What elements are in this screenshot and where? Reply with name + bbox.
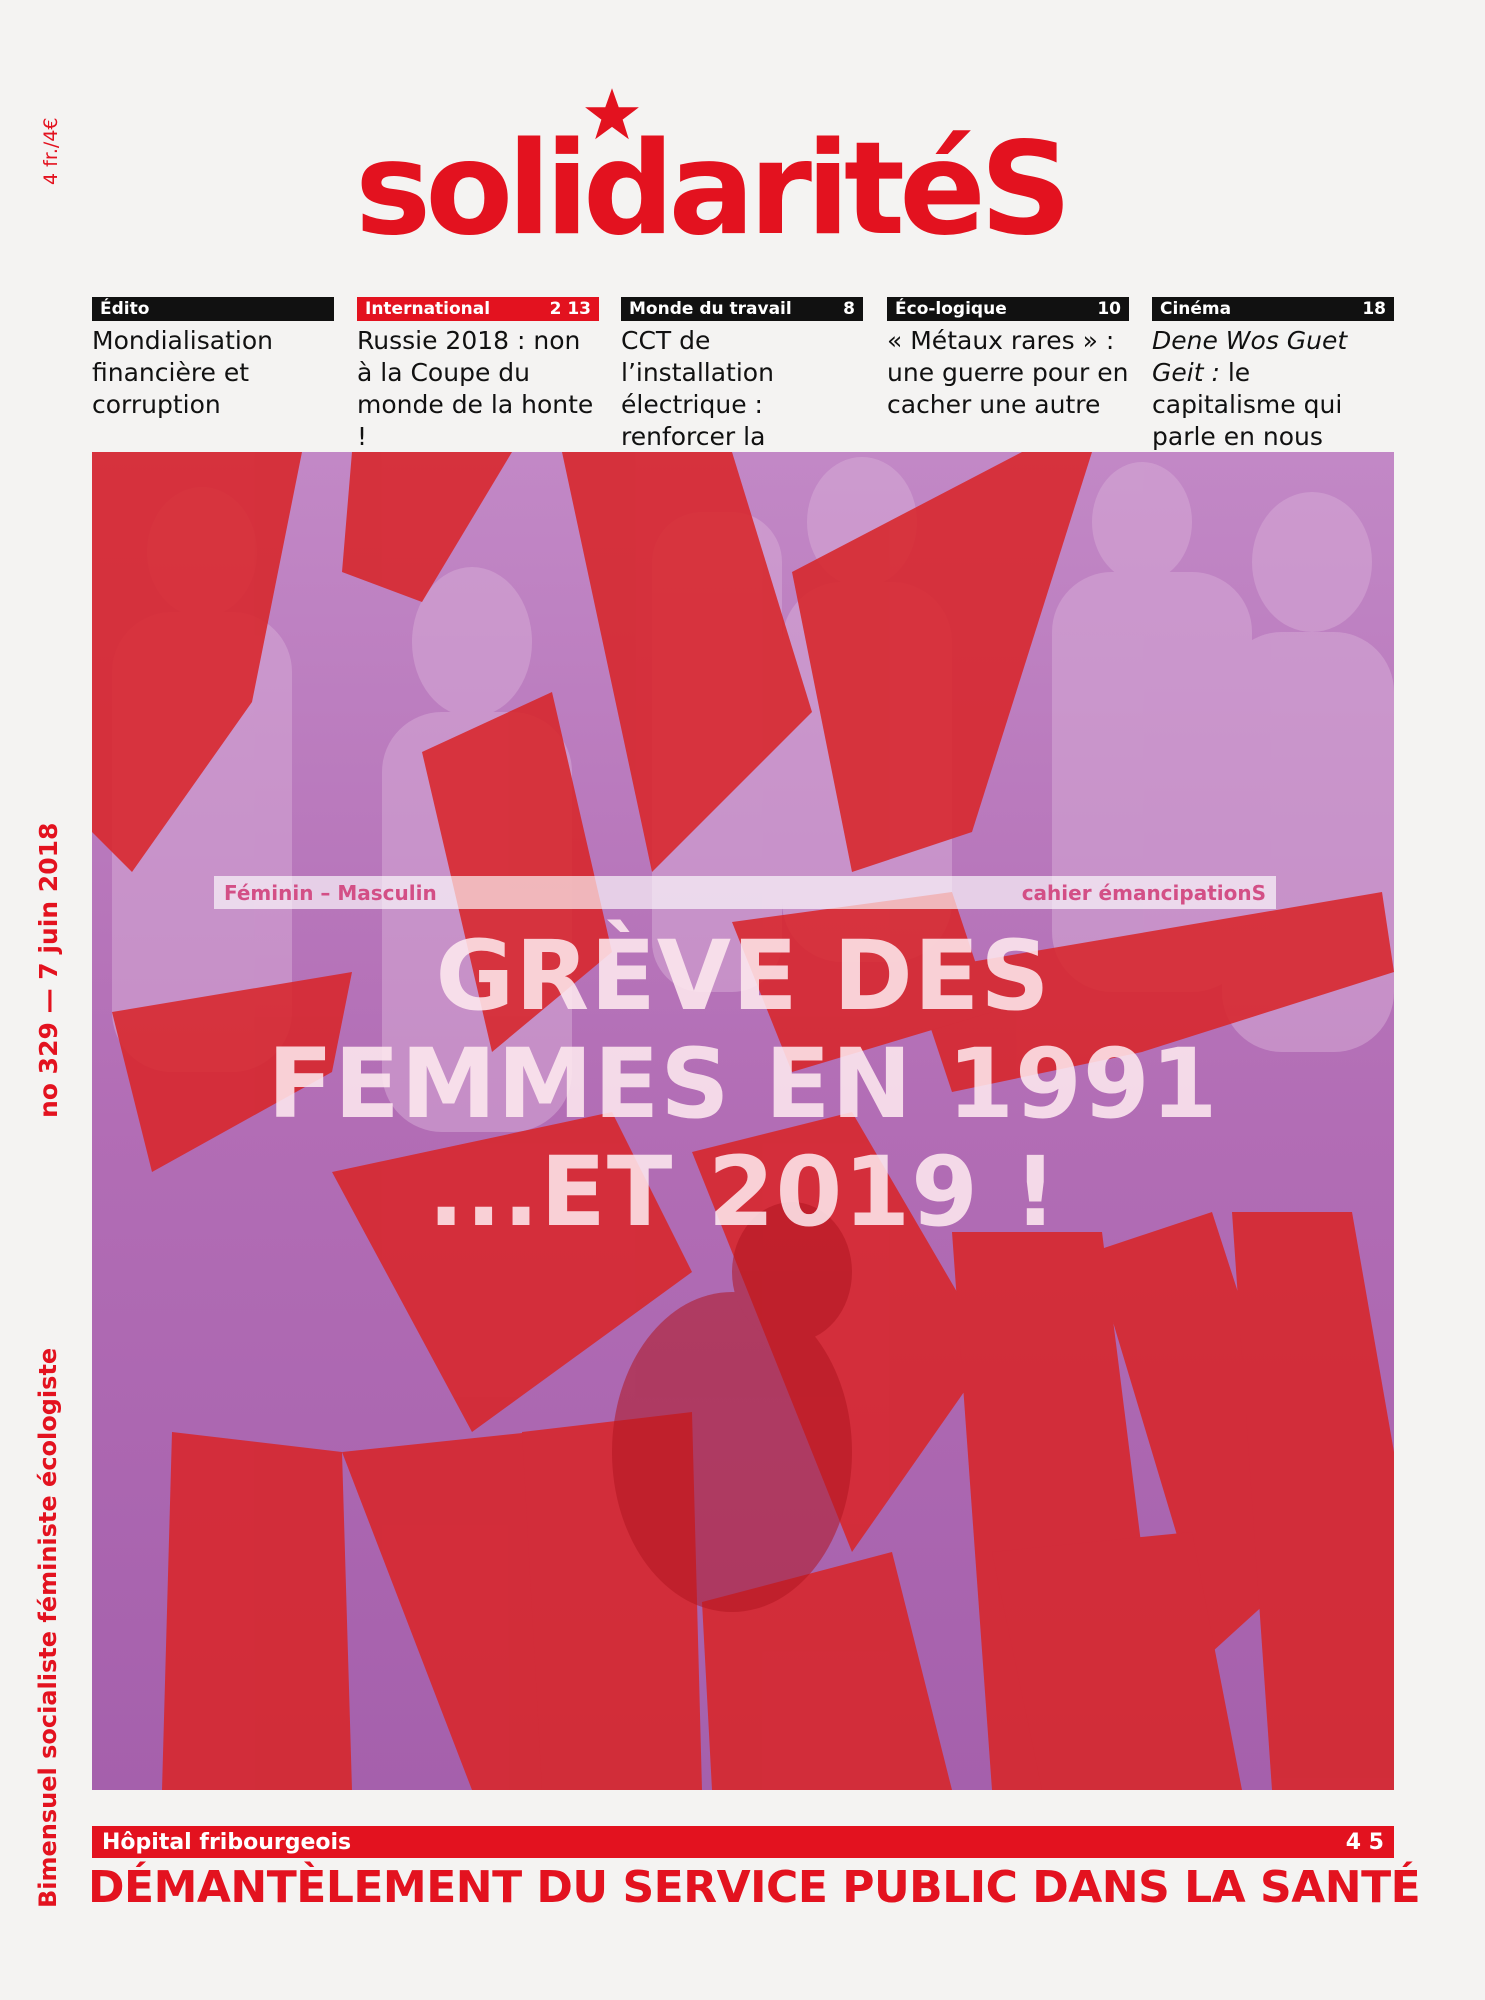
headline-line-3: ...ET 2019 !	[427, 1136, 1059, 1248]
teaser-pages: 10	[1097, 299, 1121, 319]
teaser-section: Éco-logique	[895, 299, 1007, 319]
teaser-text-body: le capitalisme qui parle en nous	[1152, 358, 1343, 451]
tagline: Bimensuel socialiste féministe écologiste	[34, 1347, 62, 1908]
teaser-section: Cinéma	[1160, 299, 1232, 319]
cover-headline	[92, 922, 1394, 1246]
teaser-film-title: Dene Wos Guet Geit :	[1152, 326, 1348, 387]
teaser-cinema[interactable]	[1152, 297, 1394, 453]
teaser-section: Monde du travail	[629, 299, 792, 319]
bottom-section: Hôpital fribourgeois	[102, 1829, 352, 1855]
teaser-text: Russie 2018 : non à la Coupe du monde de la honte !	[357, 326, 594, 451]
teaser-pages: 18	[1362, 299, 1386, 319]
bottom-pages: 4 5	[1345, 1829, 1384, 1855]
price-label: 4 fr./4€	[40, 117, 62, 185]
teaser-bar	[1152, 297, 1394, 321]
teaser-bar	[621, 297, 863, 321]
teaser-bar	[92, 297, 334, 321]
teaser-section: Édito	[100, 299, 150, 319]
cahier-rubric-bar	[214, 876, 1276, 909]
bottom-section-bar[interactable]	[92, 1826, 1394, 1858]
star-icon	[584, 86, 640, 142]
issue-date: no 329 — 7 juin 2018	[34, 822, 63, 1118]
teaser-eco-logique[interactable]	[887, 297, 1129, 421]
teaser-bar	[887, 297, 1129, 321]
teaser-international[interactable]	[357, 297, 599, 453]
headline-line-1: GRÈVE DES	[435, 920, 1051, 1032]
teaser-row	[92, 297, 1394, 451]
teaser-section: International	[365, 299, 491, 319]
bottom-headline[interactable]: DÉMANTÈLEMENT DU SERVICE PUBLIC DANS LA SANTÉ	[88, 1862, 1421, 1913]
teaser-bar	[357, 297, 599, 321]
teaser-text: « Métaux rares » : une guerre pour en cacher une autre	[887, 326, 1129, 419]
cover-photo[interactable]	[92, 452, 1394, 1790]
masthead-logo[interactable]: solidaritéS	[355, 115, 1067, 264]
teaser-edito[interactable]	[92, 297, 334, 421]
teaser-text	[1152, 325, 1394, 453]
headline-line-2: FEMMES EN 1991	[267, 1028, 1219, 1140]
rubric-right: cahier émancipationS	[1021, 880, 1266, 905]
teaser-text: CCT de l’installation électrique : renforcer la	[621, 326, 774, 451]
teaser-pages: 8	[843, 299, 855, 319]
teaser-pages: 2 13	[549, 299, 591, 319]
teaser-text: Mondialisation financière et corruption	[92, 326, 273, 419]
rubric-left: Féminin – Masculin	[224, 880, 437, 905]
